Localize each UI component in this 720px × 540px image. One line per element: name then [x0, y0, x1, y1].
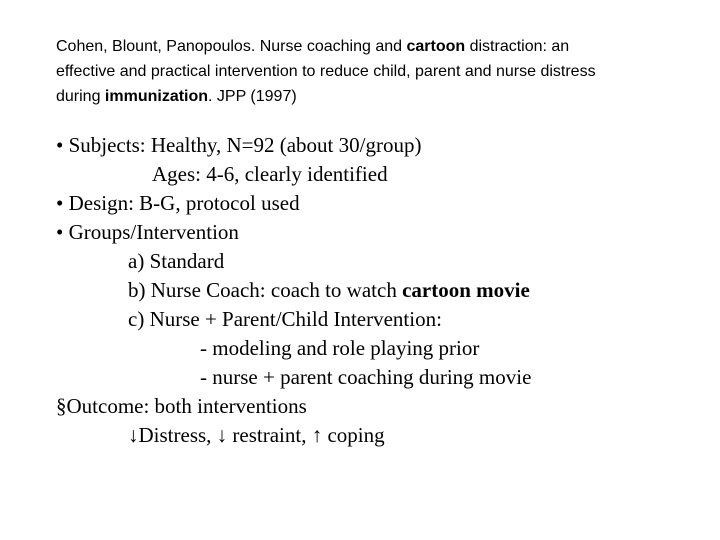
citation-text-line2: effective and practical intervention to reduce child, parent and nurse distress — [56, 63, 596, 80]
bullet-subjects: • Subjects: Healthy, N=92 (about 30/group) — [56, 133, 422, 157]
outcome-distress: Distress, — [138, 423, 217, 447]
group-c-item-1: - modeling and role playing prior — [200, 336, 480, 360]
outcome-coping: coping — [322, 423, 385, 447]
group-c-item-2: - nurse + parent coaching during movie — [200, 365, 532, 389]
group-b-text: b) Nurse Coach: coach to watch — [128, 278, 403, 302]
citation-bold-cartoon: cartoon — [406, 38, 466, 55]
bullet-outcome: §Outcome: both interventions — [56, 394, 307, 418]
group-b — [56, 276, 706, 305]
bullet-design: • Design: B-G, protocol used — [56, 191, 300, 215]
citation-header — [56, 34, 696, 109]
outcome-restraint: restraint, — [227, 423, 312, 447]
slide-body — [56, 131, 706, 450]
citation-text-3: during — [56, 88, 105, 105]
citation-text-4: . JPP (1997) — [208, 88, 297, 105]
citation-text-1: Cohen, Blount, Panopoulos. Nurse coaching and — [56, 38, 407, 55]
group-c: c) Nurse + Parent/Child Intervention: — [128, 307, 442, 331]
outcome-results — [56, 421, 706, 450]
arrow-down-icon: ↓ — [216, 423, 228, 447]
citation-text-2: distraction: an — [465, 38, 570, 55]
group-b-bold: cartoon movie — [402, 278, 530, 302]
bullet-ages: Ages: 4-6, clearly identified — [152, 162, 388, 186]
citation-bold-immunization: immunization — [104, 88, 209, 105]
bullet-groups: • Groups/Intervention — [56, 220, 239, 244]
group-a: a) Standard — [128, 249, 225, 273]
arrow-down-icon: ↓ — [128, 423, 139, 447]
arrow-up-icon: ↑ — [311, 423, 323, 447]
